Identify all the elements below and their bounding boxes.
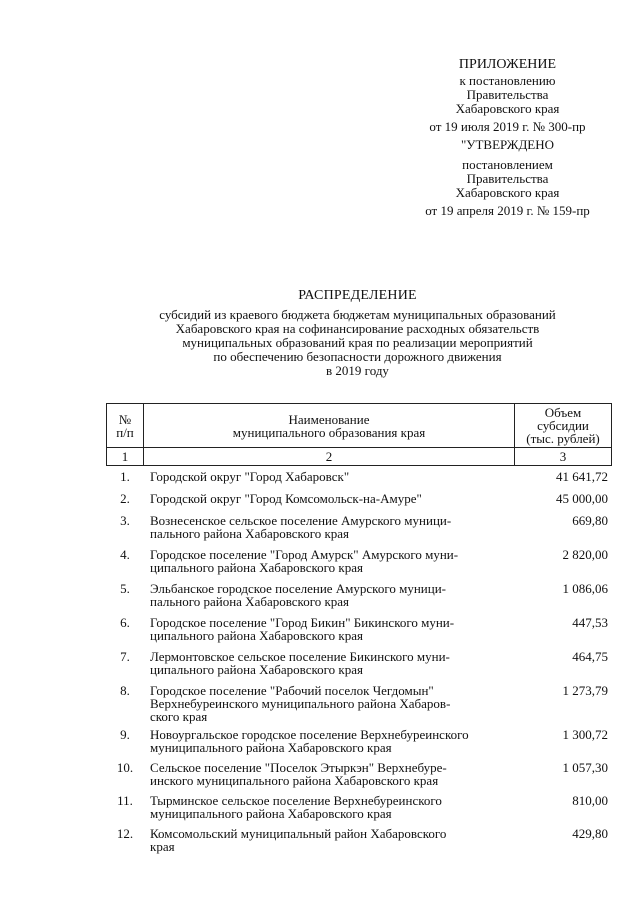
table-row	[106, 761, 612, 794]
table-row	[106, 492, 612, 514]
col-number: 1	[107, 448, 144, 466]
subtitle-line: субсидий из краевого бюджета бюджетам муниципальных образований	[159, 307, 556, 322]
document-title: РАСПРЕДЕЛЕНИЕ	[298, 288, 417, 303]
row-name	[144, 761, 510, 794]
row-name-line: края	[150, 839, 175, 854]
approved-heading: "УТВЕРЖДЕНО	[460, 137, 555, 152]
col-number: 3	[515, 448, 612, 466]
approval-block	[390, 58, 625, 222]
approved-line: Хабаровского края	[455, 185, 560, 200]
subtitle-line: муниципальных образований края по реализации мероприятий	[182, 335, 533, 350]
row-name-line: пального района Хабаровского края	[150, 526, 350, 541]
row-amount: 669,80	[572, 513, 608, 528]
row-name	[144, 827, 510, 859]
row-name-line: Верхнебуреинского муниципального района Хабаров-	[150, 696, 451, 711]
subtitle-line: Хабаровского края на софинансирование расходных обязательств	[175, 321, 540, 336]
header-name	[144, 404, 515, 448]
row-amount: 810,00	[572, 793, 608, 808]
row-name-line: ципального района Хабаровского края	[150, 560, 363, 575]
row-amount: 41 641,72	[556, 469, 608, 484]
row-number: 9.	[120, 727, 130, 742]
row-name-line: муниципального района Хабаровского края	[150, 806, 392, 821]
row-name-line: Комсомольский муниципальный район Хабаровского	[150, 826, 447, 841]
header-num-line: п/п	[116, 424, 134, 440]
table-row	[106, 650, 612, 684]
row-name	[144, 616, 510, 650]
row-number: 7.	[120, 649, 130, 664]
row-number: 12.	[116, 826, 134, 841]
row-name-line: Городское поселение "Город Амурск" Амурского муни-	[150, 547, 459, 562]
header-amount-line: субсидии	[537, 418, 589, 433]
row-name-line: ского края	[150, 709, 208, 724]
row-name-line: муниципального района Хабаровского края	[150, 740, 392, 755]
row-number: 8.	[120, 683, 130, 698]
header-amount-line: Объем	[544, 405, 582, 420]
table-row	[106, 616, 612, 650]
table-row	[106, 470, 612, 492]
row-name-line: Городской округ "Город Хабаровск"	[150, 469, 350, 484]
subtitle-line: по обеспечению безопасности дорожного движения	[213, 349, 502, 364]
col-number: 2	[144, 448, 515, 466]
row-number: 6.	[120, 615, 130, 630]
table-row	[106, 728, 612, 761]
table-row	[106, 684, 612, 728]
table-row	[106, 514, 612, 548]
row-name-line: пального района Хабаровского края	[150, 594, 350, 609]
approval-line: Правительства	[466, 87, 549, 102]
row-name-line: Новоургальское городское поселение Верхнебуреинского	[150, 727, 469, 742]
approved-line: постановлением	[462, 157, 553, 172]
row-amount: 1 086,06	[562, 581, 608, 596]
row-name	[144, 684, 510, 728]
row-name-line: Эльбанское городское поселение Амурского муници-	[150, 581, 446, 596]
table-row	[106, 582, 612, 616]
row-name-line: Сельское поселение "Поселок Этыркэн" Верхнебуре-	[150, 760, 447, 775]
row-name	[144, 728, 510, 761]
row-name	[144, 492, 510, 514]
header-amount-line: (тыс. рублей)	[526, 431, 600, 446]
header-name-line: муниципального образования края	[232, 424, 426, 440]
row-name-line: инского муниципального района Хабаровского края	[150, 773, 439, 788]
table-row	[106, 827, 612, 859]
header-amount	[515, 404, 612, 448]
row-name-line: Лермонтовское сельское поселение Бикинского муни-	[150, 649, 450, 664]
row-name-line: ципального района Хабаровского края	[150, 662, 363, 677]
approval-line: к постановлению	[459, 73, 556, 88]
row-number: 2.	[120, 491, 130, 506]
row-amount: 1 057,30	[562, 760, 608, 775]
row-amount: 45 000,00	[556, 491, 608, 506]
approval-date: от 19 июля 2019 г. № 300-пр	[429, 119, 586, 134]
row-name	[144, 514, 510, 548]
row-amount: 464,75	[572, 649, 608, 664]
row-name	[144, 582, 510, 616]
approved-line: Правительства	[466, 171, 549, 186]
row-amount: 447,53	[572, 615, 608, 630]
row-amount: 2 820,00	[562, 547, 608, 562]
row-number: 11.	[117, 793, 133, 808]
row-name	[144, 470, 510, 492]
header-name-line: Наименование	[288, 411, 370, 427]
approval-line: Хабаровского края	[455, 101, 560, 116]
row-amount: 429,80	[572, 826, 608, 841]
row-name-line: ципального района Хабаровского края	[150, 628, 363, 643]
row-number: 3.	[120, 513, 130, 528]
row-amount: 1 273,79	[562, 683, 608, 698]
row-name	[144, 548, 510, 582]
table-body	[106, 470, 612, 859]
row-amount: 1 300,72	[562, 727, 608, 742]
row-name-line: Тырминское сельское поселение Верхнебуреинского	[150, 793, 442, 808]
approved-date: от 19 апреля 2019 г. № 159-пр	[425, 203, 590, 218]
row-number: 4.	[120, 547, 130, 562]
header-num-line: №	[118, 411, 132, 427]
document-subtitle	[100, 308, 615, 378]
row-name-line: Городское поселение "Город Бикин" Бикинского муни-	[150, 615, 455, 630]
appendix-heading: ПРИЛОЖЕНИЕ	[458, 57, 557, 72]
header-num	[107, 404, 144, 448]
row-name-line: Городское поселение "Рабочий поселок Чегдомын"	[150, 683, 434, 698]
table-row	[106, 794, 612, 827]
row-number: 1.	[120, 469, 130, 484]
row-name-line: Вознесенское сельское поселение Амурского муници-	[150, 513, 452, 528]
row-number: 5.	[120, 581, 130, 596]
row-name	[144, 794, 510, 827]
table-row	[106, 548, 612, 582]
subtitle-line: в 2019 году	[326, 363, 389, 378]
row-name-line: Городской округ "Город Комсомольск-на-Амуре"	[150, 491, 422, 506]
row-name	[144, 650, 510, 684]
row-number: 10.	[116, 760, 134, 775]
table-header	[106, 403, 612, 466]
